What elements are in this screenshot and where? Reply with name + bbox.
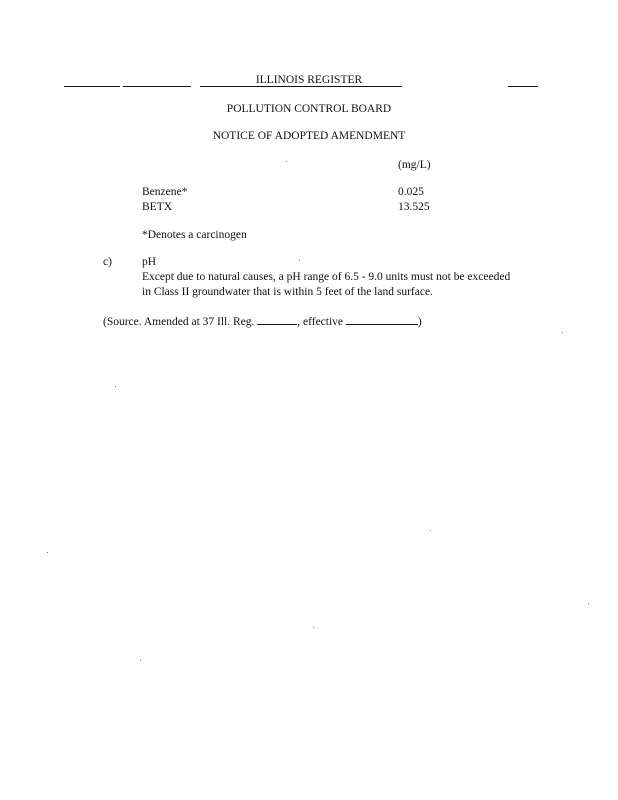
header-rule-center [200,86,402,87]
scan-speck [47,552,48,553]
scan-speck [588,603,589,604]
scan-speck [299,260,300,261]
notice-title: NOTICE OF ADOPTED AMENDMENT [212,130,406,142]
table-row-2-constituent: BETX [142,201,173,213]
source-note-suffix: ) [417,316,422,328]
scan-speck [562,332,563,333]
table-row-1-value: 0.025 [398,186,424,198]
scan-speck [115,386,116,387]
scan-speck [313,627,314,628]
unit-header: (mg/L) [398,159,431,171]
header-rule-left-2 [123,86,191,87]
table-row-1-constituent: Benzene* [142,186,188,198]
scan-speck [430,530,431,531]
carcinogen-footnote: *Denotes a carcinogen [142,229,247,241]
scan-speck [286,161,287,162]
section-label: c) [103,256,112,268]
section-body-line-1: Except due to natural causes, a pH range of 6.5 - 9.0 units must not be exceeded [142,271,511,283]
board-title: POLLUTION CONTROL BOARD [226,103,392,115]
register-blank [257,314,297,325]
effective-date-blank [346,314,418,325]
section-body-line-2: in Class II groundwater that is within 5 feet of the land surface. [142,286,433,298]
scan-speck [140,660,141,661]
source-note [103,314,422,328]
source-note-prefix: (Source. Amended at 37 Ill. Reg. [103,316,255,328]
header-rule-right [508,86,538,87]
table-row-2-value: 13.525 [398,201,430,213]
source-note-middle: , effective [297,316,344,328]
header-rule-left-1 [64,86,120,87]
section-heading: pH [142,256,157,268]
register-title: ILLINOIS REGISTER [255,74,363,86]
